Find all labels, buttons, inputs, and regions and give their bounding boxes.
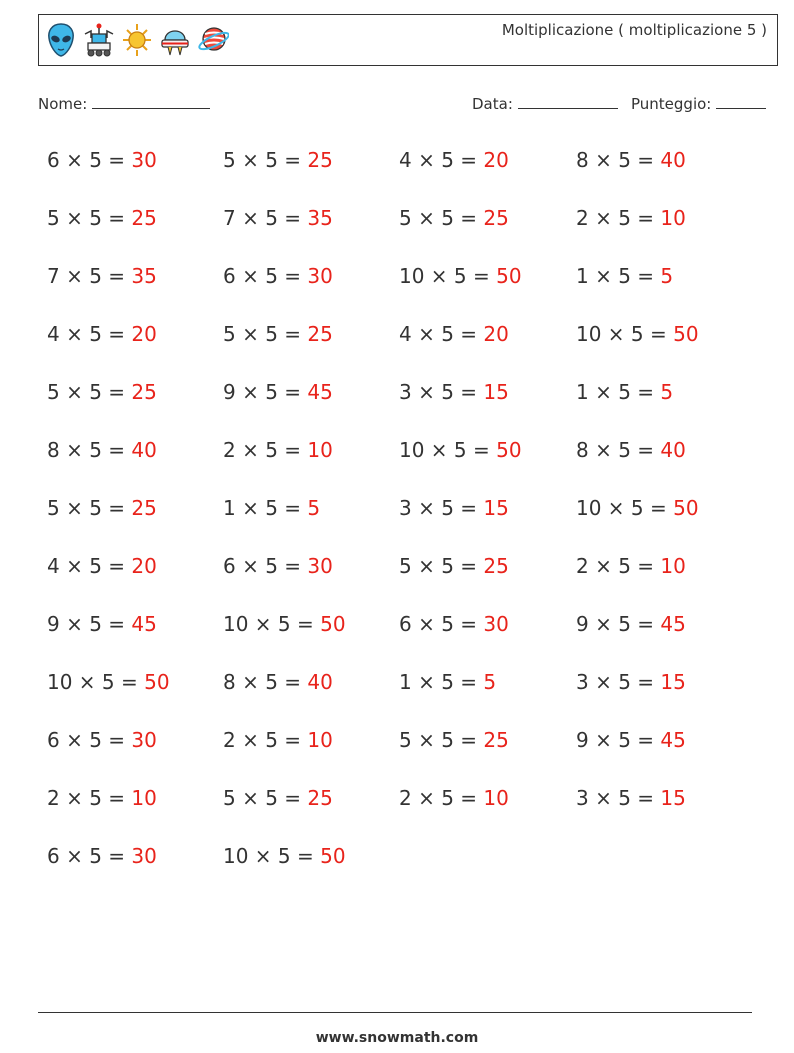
problem-answer: 50 xyxy=(673,322,699,346)
problem-item xyxy=(47,206,157,230)
problem-question: 10 × 5 = xyxy=(399,438,497,462)
problem-answer: 15 xyxy=(483,380,509,404)
problem-item xyxy=(399,438,522,462)
footer-divider xyxy=(38,1012,752,1013)
problem-question: 6 × 5 = xyxy=(223,264,308,288)
header-box xyxy=(38,14,778,66)
problem-question: 5 × 5 = xyxy=(47,206,132,230)
problem-item xyxy=(223,844,346,868)
problem-answer: 30 xyxy=(483,612,509,636)
problem-answer: 40 xyxy=(660,148,686,172)
footer-url: www.snowmath.com xyxy=(315,1030,479,1046)
problem-question: 5 × 5 = xyxy=(223,786,308,810)
problem-item xyxy=(576,206,686,230)
problem-question: 6 × 5 = xyxy=(47,844,132,868)
problem-answer: 50 xyxy=(320,612,346,636)
problem-answer: 25 xyxy=(131,496,157,520)
problem-question: 6 × 5 = xyxy=(223,554,308,578)
problem-question: 3 × 5 = xyxy=(399,380,484,404)
problem-item xyxy=(399,786,509,810)
problem-answer: 25 xyxy=(131,206,157,230)
problem-item xyxy=(223,206,333,230)
problem-answer: 20 xyxy=(483,322,509,346)
problem-item xyxy=(223,612,346,636)
date-field xyxy=(472,94,618,113)
problem-answer: 10 xyxy=(483,786,509,810)
problem-item xyxy=(223,322,333,346)
problem-item xyxy=(47,496,157,520)
problem-question: 4 × 5 = xyxy=(399,148,484,172)
problem-answer: 45 xyxy=(660,612,686,636)
problem-question: 5 × 5 = xyxy=(399,554,484,578)
problem-answer: 25 xyxy=(307,322,333,346)
spaceship-icon xyxy=(159,22,191,58)
problem-answer: 5 xyxy=(660,380,674,404)
problem-answer: 25 xyxy=(307,786,333,810)
problem-item xyxy=(576,380,673,404)
rover-icon xyxy=(83,22,115,58)
problem-item xyxy=(399,380,509,404)
problem-answer: 30 xyxy=(131,148,157,172)
problem-answer: 45 xyxy=(307,380,333,404)
problem-answer: 15 xyxy=(660,670,686,694)
problem-answer: 40 xyxy=(131,438,157,462)
problem-item xyxy=(399,264,522,288)
problem-item xyxy=(399,322,509,346)
problem-question: 2 × 5 = xyxy=(576,206,661,230)
problem-answer: 25 xyxy=(483,728,509,752)
problem-question: 5 × 5 = xyxy=(399,206,484,230)
icon-strip xyxy=(45,22,229,58)
sun-icon xyxy=(121,22,153,58)
problem-answer: 25 xyxy=(483,554,509,578)
problem-question: 6 × 5 = xyxy=(47,148,132,172)
problem-item xyxy=(223,554,333,578)
problem-question: 5 × 5 = xyxy=(47,380,132,404)
problem-answer: 40 xyxy=(307,670,333,694)
problem-question: 8 × 5 = xyxy=(223,670,308,694)
planet-icon xyxy=(197,22,229,58)
problem-item xyxy=(47,322,157,346)
problem-question: 10 × 5 = xyxy=(223,844,321,868)
problem-question: 3 × 5 = xyxy=(576,786,661,810)
problem-item xyxy=(576,264,673,288)
problem-item xyxy=(399,496,509,520)
problem-item xyxy=(223,496,320,520)
problem-answer: 25 xyxy=(483,206,509,230)
problem-question: 1 × 5 = xyxy=(576,264,661,288)
problem-item xyxy=(576,322,699,346)
name-field xyxy=(38,94,210,113)
problem-question: 2 × 5 = xyxy=(223,438,308,462)
problem-question: 3 × 5 = xyxy=(399,496,484,520)
problem-answer: 45 xyxy=(131,612,157,636)
problem-question: 2 × 5 = xyxy=(576,554,661,578)
problem-item xyxy=(223,670,333,694)
problem-question: 2 × 5 = xyxy=(47,786,132,810)
name-label: Nome: xyxy=(38,95,88,113)
problem-item xyxy=(399,728,509,752)
problem-question: 8 × 5 = xyxy=(576,438,661,462)
problem-question: 6 × 5 = xyxy=(47,728,132,752)
problem-question: 8 × 5 = xyxy=(47,438,132,462)
problem-item xyxy=(47,438,157,462)
problem-question: 5 × 5 = xyxy=(399,728,484,752)
problem-item xyxy=(399,148,509,172)
problem-question: 2 × 5 = xyxy=(223,728,308,752)
alien-icon xyxy=(45,22,77,58)
problem-question: 9 × 5 = xyxy=(47,612,132,636)
problem-item xyxy=(576,728,686,752)
problem-question: 4 × 5 = xyxy=(399,322,484,346)
problem-answer: 50 xyxy=(673,496,699,520)
problem-answer: 40 xyxy=(660,438,686,462)
problem-answer: 35 xyxy=(131,264,157,288)
problem-item xyxy=(576,612,686,636)
problem-item xyxy=(47,554,157,578)
problem-answer: 30 xyxy=(131,844,157,868)
problem-answer: 5 xyxy=(483,670,497,694)
score-field xyxy=(631,94,766,113)
problem-item xyxy=(223,148,333,172)
problem-question: 10 × 5 = xyxy=(576,322,674,346)
problem-question: 9 × 5 = xyxy=(576,728,661,752)
problem-item xyxy=(576,148,686,172)
problem-item xyxy=(47,728,157,752)
problem-question: 9 × 5 = xyxy=(223,380,308,404)
problem-question: 6 × 5 = xyxy=(399,612,484,636)
problem-answer: 10 xyxy=(660,554,686,578)
problem-question: 7 × 5 = xyxy=(223,206,308,230)
problem-answer: 15 xyxy=(660,786,686,810)
problem-question: 10 × 5 = xyxy=(576,496,674,520)
problem-item xyxy=(576,670,686,694)
score-line xyxy=(716,94,766,109)
problem-answer: 25 xyxy=(131,380,157,404)
problem-item xyxy=(576,496,699,520)
problem-item xyxy=(47,786,157,810)
worksheet-title: Moltiplicazione ( moltiplicazione 5 ) xyxy=(501,21,767,39)
problem-item xyxy=(576,554,686,578)
problem-item xyxy=(223,380,333,404)
problem-question: 4 × 5 = xyxy=(47,554,132,578)
problem-answer: 20 xyxy=(483,148,509,172)
problem-question: 1 × 5 = xyxy=(399,670,484,694)
problem-answer: 45 xyxy=(660,728,686,752)
problem-answer: 10 xyxy=(131,786,157,810)
problem-answer: 30 xyxy=(131,728,157,752)
problem-question: 10 × 5 = xyxy=(399,264,497,288)
problem-item xyxy=(47,264,157,288)
problem-answer: 50 xyxy=(144,670,170,694)
problem-item xyxy=(47,844,157,868)
problem-answer: 50 xyxy=(496,438,522,462)
name-line xyxy=(92,94,210,109)
problem-item xyxy=(223,438,333,462)
problem-answer: 20 xyxy=(131,554,157,578)
problem-question: 9 × 5 = xyxy=(576,612,661,636)
problem-answer: 35 xyxy=(307,206,333,230)
problem-item xyxy=(399,554,509,578)
problem-question: 1 × 5 = xyxy=(576,380,661,404)
problem-answer: 5 xyxy=(660,264,674,288)
problem-question: 1 × 5 = xyxy=(223,496,308,520)
problem-question: 10 × 5 = xyxy=(47,670,145,694)
problem-item xyxy=(399,612,509,636)
problem-item xyxy=(223,728,333,752)
problem-answer: 10 xyxy=(307,438,333,462)
problem-item xyxy=(47,380,157,404)
problem-answer: 10 xyxy=(660,206,686,230)
problem-item xyxy=(399,670,496,694)
problem-question: 5 × 5 = xyxy=(47,496,132,520)
problem-question: 5 × 5 = xyxy=(223,148,308,172)
problem-item xyxy=(47,612,157,636)
problem-question: 4 × 5 = xyxy=(47,322,132,346)
problem-question: 7 × 5 = xyxy=(47,264,132,288)
problem-item xyxy=(576,786,686,810)
problem-answer: 15 xyxy=(483,496,509,520)
problem-item xyxy=(223,786,333,810)
problem-question: 2 × 5 = xyxy=(399,786,484,810)
problem-question: 5 × 5 = xyxy=(223,322,308,346)
problem-question: 3 × 5 = xyxy=(576,670,661,694)
problem-answer: 30 xyxy=(307,264,333,288)
problem-question: 10 × 5 = xyxy=(223,612,321,636)
problem-item xyxy=(399,206,509,230)
problem-answer: 10 xyxy=(307,728,333,752)
problem-answer: 20 xyxy=(131,322,157,346)
problem-item xyxy=(47,670,170,694)
problem-question: 8 × 5 = xyxy=(576,148,661,172)
date-label: Data: xyxy=(472,95,513,113)
problem-answer: 25 xyxy=(307,148,333,172)
date-line xyxy=(518,94,618,109)
problem-answer: 30 xyxy=(307,554,333,578)
score-label: Punteggio: xyxy=(631,95,712,113)
problem-item xyxy=(223,264,333,288)
problem-item xyxy=(47,148,157,172)
problem-answer: 5 xyxy=(307,496,321,520)
problem-item xyxy=(576,438,686,462)
problem-answer: 50 xyxy=(496,264,522,288)
problem-answer: 50 xyxy=(320,844,346,868)
